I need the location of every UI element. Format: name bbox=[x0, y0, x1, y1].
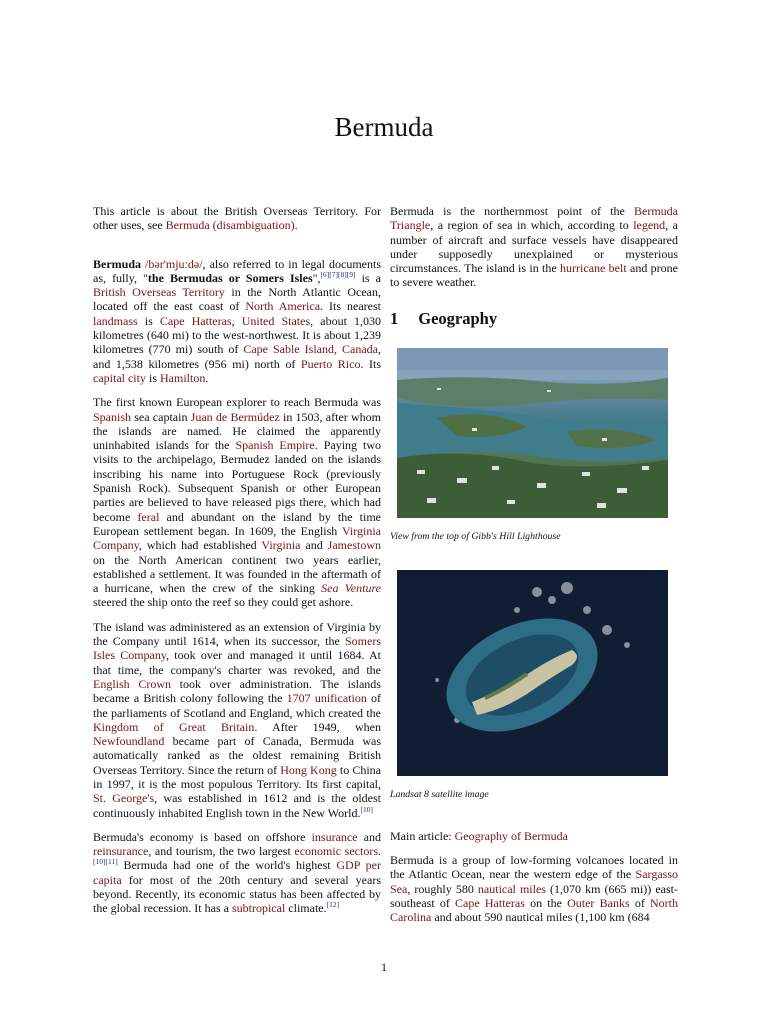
section-heading-geography bbox=[390, 308, 678, 328]
link-somers-isles-company[interactable]: Somers Isles Company bbox=[93, 634, 381, 663]
geography-paragraph: Bermuda is a group of low-forming volcanoes located in the Atlantic Ocean, near the western edge of the Sargasso Sea, roughly 580 nautical miles (1,070 km (665 mi)) east-southeast of Cape Hatteras on the Outer Banks of North Carolina and about 590 nautical miles (1,100 km (684 bbox=[390, 852, 678, 925]
lighthouse-view-photo[interactable] bbox=[397, 348, 668, 518]
page-title: Bermuda bbox=[334, 112, 434, 142]
link-spanish[interactable]: Spanish bbox=[93, 409, 132, 424]
hatnote-text: This article is about the British Overseas Territory. For other uses, see bbox=[93, 204, 381, 233]
link-newfoundland[interactable]: Newfoundland bbox=[93, 734, 165, 749]
section-number: 1 bbox=[390, 308, 399, 328]
link-united-states[interactable]: United States bbox=[241, 313, 311, 328]
triangle-paragraph: Bermuda is the northernmost point of the Bermuda Triangle, a region of sea in which, according to legend, a number of aircraft and surface vessels have disappeared under supposedly unexplained or mysterious circumstances. The island is in the hurricane belt and prone to severe weather. bbox=[390, 204, 678, 290]
full-name: the Bermudas or Somers Isles bbox=[147, 270, 313, 285]
link-puerto-rico[interactable]: Puerto Rico bbox=[300, 356, 361, 371]
link-cape-sable-island[interactable]: Cape Sable Island, Canada bbox=[243, 342, 378, 357]
history-paragraph: The first known European explorer to reach Bermuda was Spanish sea captain Juan de Bermúdez in 1503, after whom the islands are named. He claimed the apparently uninhabited islands for the Spanish Empire. Paying two visits to the archipelago, Bermudez landed on the islands inscribing his name into Portuguese Rock (previously Spanish Rock). Subsequent Spanish or other European parties are believed to have released pigs there, which had become feral and abundant on the island by the time European settlement began. In 1609, the English Virginia Company, which had established Virginia and Jamestown on the North American continent two years earlier, established a settlement. It was founded in the aftermath of a hurricane, when the crew of the sinking Sea Venture steered the ship onto the reef so they could get ashore. bbox=[93, 395, 382, 610]
economy-paragraph: Bermuda's economy is based on offshore insurance and reinsurance, and tourism, the two largest economic sectors.[10][11] Bermuda had one of the world's highest GDP per capita for most of the 20th century and several years beyond. Recently, its economic status has been affected by the global recession. It has a subtropical climate.[12] bbox=[93, 829, 382, 916]
hatnote: This article is about the British Overseas Territory. For other uses, see Bermuda (disambiguation). bbox=[93, 204, 381, 233]
ref-12[interactable]: [12] bbox=[326, 900, 340, 910]
link-landmass[interactable]: landmass bbox=[93, 313, 138, 328]
link-ipa[interactable]: /bər'mjuːdə/ bbox=[145, 256, 203, 271]
link-juan-de-bermudez[interactable]: Juan de Bermúdez bbox=[190, 409, 280, 424]
link-sea-venture[interactable]: Sea Venture bbox=[321, 581, 381, 596]
link-geography-of-bermuda[interactable]: Geography of Bermuda bbox=[454, 828, 568, 843]
link-economic-sectors[interactable]: economic sectors bbox=[294, 844, 378, 859]
link-british-overseas-territory[interactable]: British Overseas Territory bbox=[93, 285, 225, 300]
link-feral[interactable]: feral bbox=[137, 509, 160, 524]
link-legend[interactable]: legend bbox=[633, 218, 666, 233]
link-nautical-miles[interactable]: nautical miles bbox=[477, 881, 546, 896]
main-article-note: Main article: Geography of Bermuda bbox=[390, 828, 568, 843]
satellite-photo[interactable] bbox=[397, 570, 668, 776]
link-reinsurance[interactable]: reinsurance bbox=[93, 844, 149, 859]
figure-caption-lighthouse: View from the top of Gibb's Hill Lighthouse bbox=[390, 531, 561, 543]
link-hamilton[interactable]: Hamilton bbox=[160, 370, 206, 385]
link-bermuda-disambiguation[interactable]: Bermuda (disambiguation) bbox=[165, 218, 295, 233]
link-cape-hatteras[interactable]: Cape Hatteras bbox=[159, 313, 232, 328]
link-hurricane-belt[interactable]: hurricane belt bbox=[560, 261, 627, 276]
link-sargasso-sea[interactable]: Sargasso Sea bbox=[390, 867, 678, 896]
link-gdp-per-capita[interactable]: GDP per capita bbox=[93, 858, 381, 887]
figure-satellite bbox=[390, 570, 678, 802]
link-jamestown[interactable]: Jamestown bbox=[327, 538, 381, 553]
section-title: Geography bbox=[418, 308, 498, 328]
satellite-illustration bbox=[397, 570, 668, 776]
ref-10-11[interactable]: [10][11] bbox=[93, 857, 118, 867]
figure-caption-satellite: Landsat 8 satellite image bbox=[390, 789, 489, 801]
link-north-america[interactable]: North America bbox=[245, 299, 321, 314]
left-column bbox=[93, 204, 381, 926]
right-column bbox=[390, 204, 678, 934]
link-1707-unification[interactable]: 1707 unification bbox=[286, 691, 367, 706]
figure-lighthouse-view bbox=[390, 348, 678, 544]
page-number: 1 bbox=[381, 960, 387, 974]
lighthouse-view-illustration bbox=[397, 348, 668, 518]
link-outer-banks[interactable]: Outer Banks bbox=[567, 895, 630, 910]
link-north-carolina[interactable]: North Carolina bbox=[390, 895, 678, 925]
link-subtropical[interactable]: subtropical bbox=[231, 901, 286, 916]
link-virginia-company[interactable]: Virginia Company bbox=[93, 523, 381, 553]
link-kingdom-of-great-britain[interactable]: Kingdom of Great Britain bbox=[93, 719, 255, 734]
link-english-crown[interactable]: English Crown bbox=[93, 676, 171, 691]
link-st-georges[interactable]: St. George's bbox=[93, 791, 155, 806]
link-capital-city[interactable]: capital city bbox=[93, 370, 146, 385]
link-spanish-empire[interactable]: Spanish Empire bbox=[235, 438, 315, 453]
link-virginia[interactable]: Virginia bbox=[261, 538, 301, 553]
link-insurance[interactable]: insurance bbox=[311, 829, 358, 844]
ref-6-9[interactable]: [6][7][8][9] bbox=[320, 269, 356, 279]
administration-paragraph: The island was administered as an extension of Virginia by the Company until 1614, when its successor, the Somers Isles Company, took over and managed it until 1684. At that time, the company's charter was revoked, and the English Crown took over administration. The islands became a British colony following the 1707 unification of the parliaments of Scotland and England, which created the Kingdom of Great Britain. After 1949, when Newfoundland became part of Canada, Bermuda was automatically ranked as the oldest remaining British Overseas Territory. Since the return of Hong Kong to China in 1997, it is the most populous Territory. Its first capital, St. George's, was established in 1612 and is the oldest continuously inhabited English town in the New World.[10] bbox=[93, 619, 382, 820]
link-hong-kong[interactable]: Hong Kong bbox=[280, 762, 337, 777]
link-cape-hatteras-2[interactable]: Cape Hatteras bbox=[455, 895, 525, 910]
link-bermuda-triangle[interactable]: Bermuda Triangle bbox=[390, 204, 678, 233]
ref-10[interactable]: [10] bbox=[360, 804, 373, 814]
lead-paragraph: Bermuda /bər'mjuːdə/, also referred to in legal documents as, fully, "the Bermudas or Somers Isles",[6][7][8][9] is a British Overseas Territory in the North Atlantic Ocean, located off the east coast of North America. Its nearest landmass is Cape Hatteras, United States, about 1,030 kilometres (640 mi) to the west-northwest. It is about 1,239 kilometres (770 mi) south of Cape Sable Island, Canada, and 1,538 kilometres (956 mi) north of Puerto Rico. Its capital city is Hamilton. bbox=[93, 256, 382, 385]
lead-term: Bermuda bbox=[93, 256, 141, 271]
